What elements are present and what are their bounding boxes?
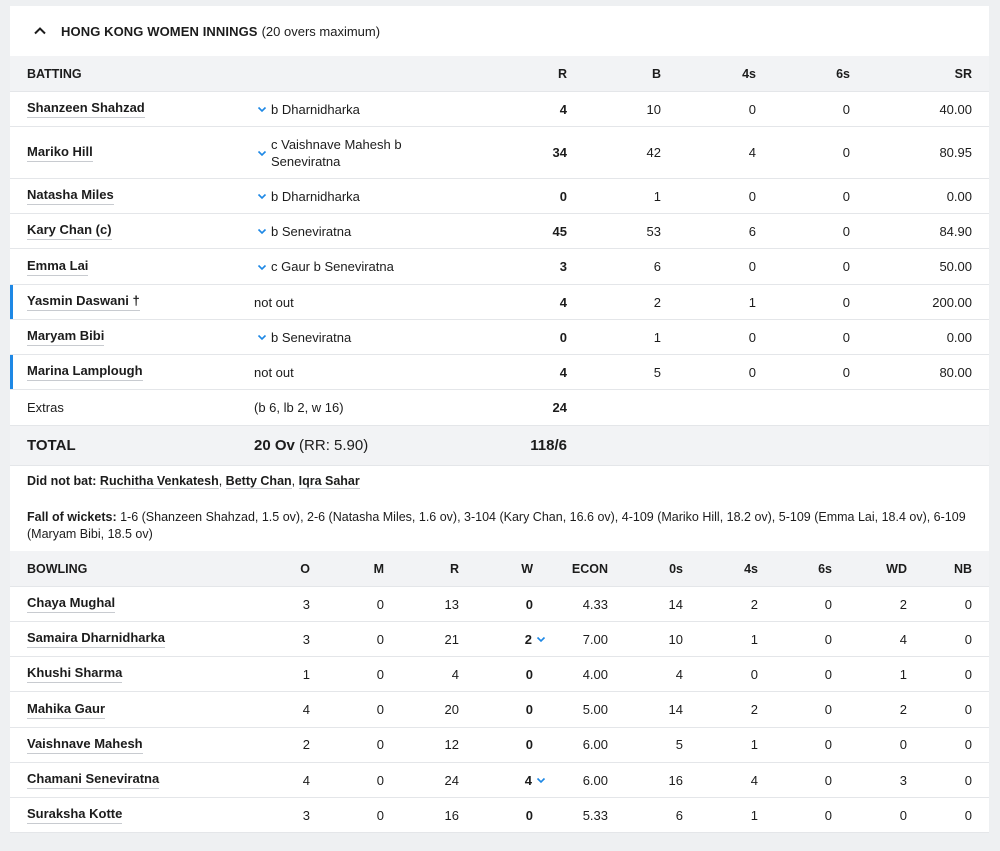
bowler-sixes: 0	[824, 702, 832, 718]
wickets-heading: W	[521, 561, 533, 576]
bowling-heading: BOWLING	[27, 561, 88, 576]
bowler-wides: 0	[899, 807, 907, 823]
no-balls-heading: NB	[953, 561, 972, 576]
did-not-bat-player[interactable]: Betty Chan	[225, 474, 292, 488]
batter-strike-rate: 0.00	[946, 188, 972, 204]
bowler-fours: 1	[750, 737, 758, 753]
batting-row	[10, 127, 989, 179]
dismissal: not out	[254, 294, 294, 310]
bowler-wickets: 0	[525, 702, 533, 718]
batter-sixes: 0	[842, 259, 850, 274]
batter-balls: 10	[646, 101, 661, 117]
fall-of-wickets	[27, 509, 977, 543]
bowler-runs: 13	[444, 596, 459, 612]
batter-name[interactable]: Kary Chan (c)	[27, 222, 112, 240]
bowler-dots: 6	[675, 807, 683, 823]
total-run-rate: (RR: 5.90)	[299, 437, 369, 454]
bowler-dots: 10	[668, 631, 683, 647]
bowler-maidens: 0	[376, 666, 384, 682]
dismissal: b Dharnidharka	[271, 188, 360, 204]
batter-strike-rate: 80.00	[939, 364, 972, 380]
bowler-economy: 7.00	[582, 631, 608, 647]
batter-fours: 4	[748, 145, 756, 160]
did-not-bat-label: Did not bat:	[27, 474, 97, 488]
scorecard-card	[10, 6, 989, 833]
bowler-overs: 3	[302, 807, 310, 823]
batter-fours: 6	[748, 223, 756, 239]
chevron-down-icon[interactable]	[257, 332, 267, 342]
bowl-sixes-heading: 6s	[818, 561, 832, 576]
bowler-fours: 1	[750, 807, 758, 823]
bowler-runs: 21	[444, 631, 459, 647]
batter-runs: 34	[552, 145, 567, 160]
runs-heading: R	[557, 66, 567, 81]
bowler-maidens: 0	[376, 772, 384, 788]
bowler-maidens: 0	[376, 807, 384, 823]
batter-name[interactable]: Yasmin Daswani †	[27, 293, 140, 311]
chevron-down-icon[interactable]	[536, 775, 546, 785]
overs-heading: O	[300, 561, 310, 576]
bowler-runs: 12	[444, 737, 459, 753]
chevron-down-icon[interactable]	[257, 148, 267, 158]
not-out-marker	[10, 285, 13, 319]
batting-row	[10, 355, 989, 390]
bowler-wickets: 2	[524, 631, 532, 647]
chevron-down-icon[interactable]	[536, 634, 546, 644]
bowling-row	[10, 622, 989, 657]
bowler-overs: 4	[302, 702, 310, 718]
batting-row	[10, 92, 989, 127]
bowler-dots: 5	[675, 737, 683, 753]
bowler-wides: 1	[899, 666, 907, 682]
bowler-sixes: 0	[824, 596, 832, 612]
batter-name[interactable]: Maryam Bibi	[27, 328, 104, 346]
bowler-runs: 16	[444, 807, 459, 823]
extras-label: Extras	[27, 400, 64, 415]
batter-runs: 3	[559, 259, 567, 274]
bowling-row	[10, 693, 989, 728]
bowler-wickets: 0	[525, 666, 533, 682]
bowler-runs: 20	[444, 702, 459, 718]
batting-header-row	[10, 56, 989, 92]
dots-heading: 0s	[669, 561, 683, 576]
batter-runs: 45	[552, 223, 567, 239]
bowling-row	[10, 728, 989, 763]
bowler-sixes: 0	[824, 737, 832, 753]
fours-heading: 4s	[742, 66, 756, 81]
batter-sixes: 0	[842, 223, 850, 239]
bowler-overs: 4	[302, 772, 310, 788]
bowler-no-balls: 0	[964, 737, 972, 753]
innings-subtitle: (20 overs maximum)	[261, 23, 381, 39]
batter-sixes: 0	[842, 294, 850, 310]
batter-fours: 0	[748, 329, 756, 345]
batter-fours: 0	[748, 101, 756, 117]
batter-fours: 1	[748, 294, 756, 310]
fall-of-wickets-text: 1-6 (Shanzeen Shahzad, 1.5 ov), 2-6 (Natasha Miles, 1.6 ov), 3-104 (Kary Chan, 16.6 ov), 4-109 (Mariko Hill, 18.2 ov), 5-109 (Emma Lai, 18.4 ov), 6-109 (Maryam Bibi, 18.5 ov)	[27, 510, 966, 541]
batter-fours: 0	[748, 364, 756, 380]
bowler-dots: 4	[675, 666, 683, 682]
batting-row	[10, 249, 989, 285]
chevron-down-icon[interactable]	[257, 104, 267, 114]
batting-row	[10, 214, 989, 249]
batter-balls: 1	[653, 188, 661, 204]
batter-strike-rate: 80.95	[939, 145, 972, 160]
sr-heading: SR	[954, 66, 972, 81]
bowler-wides: 2	[899, 596, 907, 612]
bowler-economy: 5.33	[582, 807, 608, 823]
batter-name[interactable]: Marina Lamplough	[27, 363, 143, 381]
bowler-maidens: 0	[376, 631, 384, 647]
bowler-economy: 4.00	[582, 666, 608, 682]
batter-sixes: 0	[842, 329, 850, 345]
batter-name[interactable]: Shanzeen Shahzad	[27, 100, 145, 118]
bowler-economy: 5.00	[582, 702, 608, 718]
batting-row	[10, 320, 989, 355]
extras-detail: (b 6, lb 2, w 16)	[254, 400, 344, 415]
bowler-fours: 2	[750, 596, 758, 612]
bowler-wickets: 0	[525, 737, 533, 753]
bowler-maidens: 0	[376, 596, 384, 612]
dismissal: b Seneviratna	[271, 223, 352, 239]
batter-runs: 4	[559, 101, 567, 117]
bowler-wides: 2	[899, 702, 907, 718]
batter-balls: 53	[646, 223, 661, 239]
bowler-no-balls: 0	[964, 807, 972, 823]
bowler-dots: 16	[668, 772, 683, 788]
bowler-name[interactable]: Suraksha Kotte	[27, 806, 122, 824]
bowler-overs: 2	[302, 737, 310, 753]
batter-sixes: 0	[842, 145, 850, 160]
bowler-wides: 4	[899, 631, 907, 647]
bowler-economy: 4.33	[582, 596, 608, 612]
balls-heading: B	[651, 66, 661, 81]
runs-conceded-heading: R	[449, 561, 459, 576]
bowler-fours: 1	[750, 631, 758, 647]
wides-heading: WD	[886, 561, 907, 576]
batter-strike-rate: 0.00	[946, 329, 972, 345]
total-row	[10, 426, 989, 466]
bowler-sixes: 0	[824, 772, 832, 788]
batter-balls: 6	[653, 259, 661, 274]
bowler-maidens: 0	[376, 702, 384, 718]
bowler-dots: 14	[668, 702, 683, 718]
bowler-name[interactable]: Samaira Dharnidharka	[27, 630, 165, 648]
not-out-marker	[10, 355, 13, 389]
batter-sixes: 0	[842, 364, 850, 380]
batter-runs: 4	[559, 364, 567, 380]
maidens-heading: M	[373, 561, 384, 576]
total-label: TOTAL	[27, 437, 76, 454]
total-score: 118/6	[530, 437, 567, 454]
batter-balls: 1	[653, 329, 661, 345]
bowler-runs: 4	[451, 666, 459, 682]
bowler-wickets: 0	[525, 807, 533, 823]
did-not-bat: Did not bat: Ruchitha Venkatesh, Betty Chan, Iqra Sahar	[27, 474, 360, 488]
batter-balls: 2	[653, 294, 661, 310]
batter-strike-rate: 40.00	[939, 101, 972, 117]
bowler-overs: 3	[302, 631, 310, 647]
bowler-sixes: 0	[824, 666, 832, 682]
batter-strike-rate: 200.00	[932, 294, 972, 310]
bowler-no-balls: 0	[964, 596, 972, 612]
batting-heading: BATTING	[27, 66, 82, 81]
chevron-down-icon[interactable]	[257, 226, 267, 236]
total-overs: 20 Ov	[254, 437, 295, 454]
did-not-bat-player[interactable]: Ruchitha Venkatesh	[99, 474, 219, 488]
batter-runs: 0	[559, 329, 567, 345]
bowling-row	[10, 798, 989, 833]
sixes-heading: 6s	[836, 66, 850, 81]
did-not-bat-player[interactable]: Iqra Sahar	[298, 474, 360, 488]
bowler-overs: 1	[302, 666, 310, 682]
bowler-no-balls: 0	[964, 772, 972, 788]
batting-row	[10, 285, 989, 320]
bowler-wides: 0	[899, 737, 907, 753]
bowling-row	[10, 763, 989, 798]
bowler-name[interactable]: Chaya Mughal	[27, 595, 115, 613]
batter-name[interactable]: Emma Lai	[27, 258, 88, 276]
bowler-overs: 3	[302, 596, 310, 612]
fall-of-wickets-label: Fall of wickets:	[27, 510, 117, 524]
bowler-sixes: 0	[824, 807, 832, 823]
bowler-no-balls: 0	[964, 666, 972, 682]
bowling-row	[10, 657, 989, 692]
bowler-sixes: 0	[824, 631, 832, 647]
bowler-no-balls: 0	[964, 702, 972, 718]
bowler-fours: 2	[750, 702, 758, 718]
dismissal: c Vaishnave Mahesh b Seneviratna	[271, 136, 402, 169]
batter-strike-rate: 50.00	[939, 259, 972, 274]
extras-runs: 24	[552, 400, 567, 415]
bowler-runs: 24	[444, 772, 459, 788]
batter-runs: 0	[559, 188, 567, 204]
bowler-fours: 4	[750, 772, 758, 788]
chevron-down-icon[interactable]	[257, 262, 267, 272]
bowler-no-balls: 0	[964, 631, 972, 647]
batter-fours: 0	[748, 259, 756, 274]
bowler-name[interactable]: Chamani Seneviratna	[27, 771, 159, 789]
bowl-fours-heading: 4s	[744, 561, 758, 576]
batter-sixes: 0	[842, 101, 850, 117]
batter-fours: 0	[748, 188, 756, 204]
bowler-name[interactable]: Vaishnave Mahesh	[27, 736, 143, 754]
bowler-fours: 0	[750, 666, 758, 682]
chevron-down-icon[interactable]	[257, 191, 267, 201]
batter-strike-rate: 84.90	[939, 223, 972, 239]
bowler-wickets: 4	[524, 772, 532, 788]
bowler-wides: 3	[899, 772, 907, 788]
innings-title: HONG KONG WOMEN INNINGS	[61, 23, 258, 39]
dismissal: c Gaur b Seneviratna	[271, 259, 394, 274]
economy-heading: ECON	[571, 561, 608, 576]
bowler-economy: 6.00	[582, 772, 608, 788]
dismissal: b Seneviratna	[271, 329, 352, 345]
bowler-name[interactable]: Khushi Sharma	[27, 665, 122, 683]
batter-name[interactable]: Natasha Miles	[27, 187, 114, 205]
bowling-header-row	[10, 551, 989, 587]
bowler-name[interactable]: Mahika Gaur	[27, 701, 105, 719]
batter-sixes: 0	[842, 188, 850, 204]
bowler-dots: 14	[668, 596, 683, 612]
batter-name[interactable]: Mariko Hill	[27, 144, 93, 162]
bowler-maidens: 0	[376, 737, 384, 753]
bowling-row	[10, 587, 989, 622]
batter-runs: 4	[559, 294, 567, 310]
chevron-up-icon[interactable]	[33, 24, 47, 38]
batting-row	[10, 179, 989, 214]
dismissal: not out	[254, 364, 294, 380]
bowler-wickets: 0	[525, 596, 533, 612]
extras-row	[10, 390, 989, 426]
innings-header[interactable]	[10, 6, 989, 56]
dismissal: b Dharnidharka	[271, 101, 360, 117]
bowler-economy: 6.00	[582, 737, 608, 753]
batter-balls: 5	[653, 364, 661, 380]
batter-balls: 42	[646, 145, 661, 160]
